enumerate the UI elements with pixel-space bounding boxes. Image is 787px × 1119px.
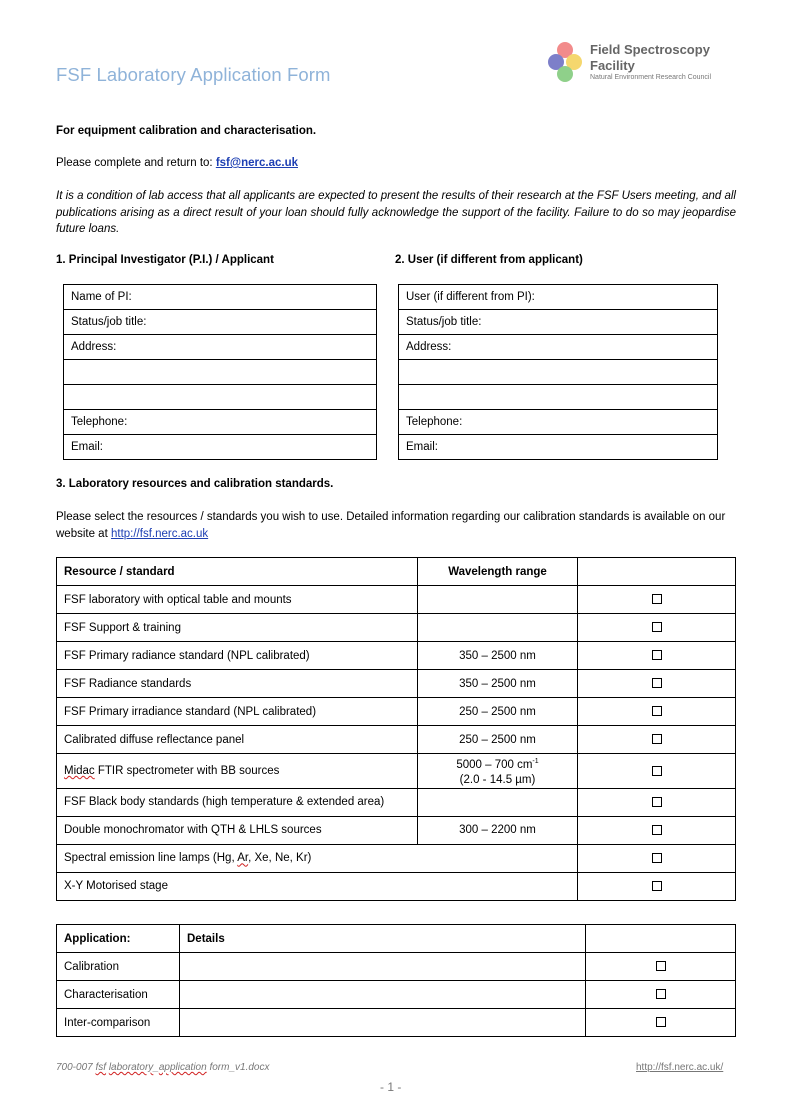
website-link[interactable]: http://fsf.nerc.ac.uk xyxy=(110,527,209,540)
section3-text xyxy=(56,509,736,542)
section2-heading: 2. User (if different from applicant) xyxy=(395,254,583,266)
resource-name xyxy=(57,754,418,789)
application-checkbox[interactable] xyxy=(656,1017,666,1027)
application-checkbox[interactable] xyxy=(656,989,666,999)
col-select-header xyxy=(578,558,736,586)
logo-circles-icon xyxy=(545,40,589,86)
return-email-link[interactable]: fsf@nerc.ac.uk xyxy=(215,157,298,169)
table-row xyxy=(57,953,736,981)
application-name: Inter-comparison xyxy=(57,1009,180,1037)
doc-part: fsf xyxy=(95,1062,107,1073)
logo-line3: Natural Environment Research Council xyxy=(590,74,711,81)
return-text: Please complete and return to: xyxy=(56,157,213,169)
table-row xyxy=(57,816,736,844)
logo-line2: Facility xyxy=(590,58,635,73)
application-details-field[interactable] xyxy=(180,1009,586,1037)
resource-name: FSF Primary radiance standard (NPL calibrated) xyxy=(57,642,418,670)
table-row xyxy=(57,754,736,789)
user-table xyxy=(398,284,718,460)
range-superscript: -1 xyxy=(532,758,539,765)
resource-range xyxy=(418,586,578,614)
resource-name: Calibrated diffuse reflectance panel xyxy=(57,726,418,754)
application-details-field[interactable] xyxy=(180,953,586,981)
logo-line1: Field Spectroscopy xyxy=(590,42,710,57)
resource-name-part: FTIR spectrometer with BB sources xyxy=(94,764,280,777)
resource-checkbox[interactable] xyxy=(652,622,662,632)
resource-checkbox[interactable] xyxy=(652,594,662,604)
page-title: FSF Laboratory Application Form xyxy=(56,64,331,85)
table-row xyxy=(57,726,736,754)
table-row xyxy=(57,614,736,642)
user-email-field[interactable]: Email: xyxy=(399,435,718,460)
intro-heading: For equipment calibration and characterisation. xyxy=(56,125,317,137)
application-details-field[interactable] xyxy=(180,981,586,1009)
doc-part: form_v1.docx xyxy=(206,1062,270,1073)
fsf-logo xyxy=(545,40,735,86)
page-number: - 1 - xyxy=(380,1080,402,1094)
resource-name: Double monochromator with QTH & LHLS sources xyxy=(57,816,418,844)
resource-checkbox[interactable] xyxy=(652,825,662,835)
resource-checkbox[interactable] xyxy=(652,881,662,891)
doc-part: 700-007 xyxy=(56,1062,96,1073)
resource-name: FSF Black body standards (high temperature & extended area) xyxy=(57,788,418,816)
section3-heading: 3. Laboratory resources and calibration standards. xyxy=(56,478,334,490)
user-address-line2[interactable] xyxy=(399,360,718,385)
table-row xyxy=(57,788,736,816)
application-name: Characterisation xyxy=(57,981,180,1009)
table-row xyxy=(57,844,736,872)
table-row xyxy=(57,642,736,670)
resource-range xyxy=(418,754,578,789)
table-row xyxy=(57,670,736,698)
user-status-field[interactable]: Status/job title: xyxy=(399,310,718,335)
resource-checkbox[interactable] xyxy=(652,734,662,744)
resource-name: X-Y Motorised stage xyxy=(57,872,578,900)
range-line1: 5000 – 700 cm xyxy=(456,758,533,771)
resource-range: 250 – 2500 nm xyxy=(418,698,578,726)
col-select-header xyxy=(586,925,736,953)
table-row xyxy=(57,872,736,900)
pi-name-field[interactable]: Name of PI: xyxy=(64,285,377,310)
user-telephone-field[interactable]: Telephone: xyxy=(399,410,718,435)
user-address-line3[interactable] xyxy=(399,385,718,410)
resource-name-part: , Xe, Ne, Kr) xyxy=(248,852,312,865)
application-table xyxy=(56,924,736,1037)
user-name-field[interactable]: User (if different from PI): xyxy=(399,285,718,310)
return-line xyxy=(56,155,736,172)
resource-name xyxy=(57,844,578,872)
resource-checkbox[interactable] xyxy=(652,797,662,807)
doc-part: _ xyxy=(153,1062,159,1073)
condition-text: It is a condition of lab access that all applicants are expected to present the results of their research at the FSF Users meeting, and all publications arising as a direct result of your loan should fully acknowledge the support of the facility. Failure to do so may jeopardise future loans. xyxy=(56,190,736,235)
table-row xyxy=(57,981,736,1009)
pi-address-line2[interactable] xyxy=(64,360,377,385)
application-name: Calibration xyxy=(57,953,180,981)
range-line2: (2.0 - 14.5 µm) xyxy=(459,773,536,786)
doc-part: application xyxy=(158,1062,207,1073)
pi-email-field[interactable]: Email: xyxy=(64,435,377,460)
footer-url-text: http://fsf.nerc.ac.uk/ xyxy=(636,1062,724,1073)
pi-address-field[interactable]: Address: xyxy=(64,335,377,360)
pi-table xyxy=(63,284,377,460)
col-details-header: Details xyxy=(180,925,586,953)
resource-checkbox[interactable] xyxy=(652,678,662,688)
section1-heading: 1. Principal Investigator (P.I.) / Applicant xyxy=(56,254,274,266)
resource-range: 300 – 2200 nm xyxy=(418,816,578,844)
resource-name-part: Midac xyxy=(64,764,95,777)
col-resource-header: Resource / standard xyxy=(57,558,418,586)
table-row xyxy=(57,586,736,614)
col-wavelength-header: Wavelength range xyxy=(418,558,578,586)
resource-checkbox[interactable] xyxy=(652,766,662,776)
pi-status-field[interactable]: Status/job title: xyxy=(64,310,377,335)
resource-range xyxy=(418,788,578,816)
resource-range: 250 – 2500 nm xyxy=(418,726,578,754)
table-row xyxy=(57,1009,736,1037)
resource-range: 350 – 2500 nm xyxy=(418,642,578,670)
pi-telephone-field[interactable]: Telephone: xyxy=(64,410,377,435)
resource-checkbox[interactable] xyxy=(652,853,662,863)
resource-name: FSF Radiance standards xyxy=(57,670,418,698)
footer-document-name xyxy=(56,1062,269,1073)
table-row xyxy=(57,698,736,726)
resource-name: FSF Primary irradiance standard (NPL calibrated) xyxy=(57,698,418,726)
resources-table xyxy=(56,557,736,901)
resource-checkbox[interactable] xyxy=(652,706,662,716)
resource-checkbox[interactable] xyxy=(652,650,662,660)
application-checkbox[interactable] xyxy=(656,961,666,971)
resource-range: 350 – 2500 nm xyxy=(418,670,578,698)
footer-url[interactable] xyxy=(610,1062,723,1073)
resource-range xyxy=(418,614,578,642)
section3-description: Please select the resources / standards you wish to use. Detailed information regarding our calibration standards is available on our website at xyxy=(56,511,726,540)
resource-name: FSF Support & training xyxy=(57,614,418,642)
pi-address-line3[interactable] xyxy=(64,385,377,410)
user-address-field[interactable]: Address: xyxy=(399,335,718,360)
doc-part: laboratory xyxy=(108,1062,154,1073)
resource-name-part: Ar xyxy=(237,852,249,865)
resource-name: FSF laboratory with optical table and mounts xyxy=(57,586,418,614)
resource-name-part: Spectral emission line lamps (Hg, xyxy=(64,852,238,865)
col-application-header: Application: xyxy=(57,925,180,953)
